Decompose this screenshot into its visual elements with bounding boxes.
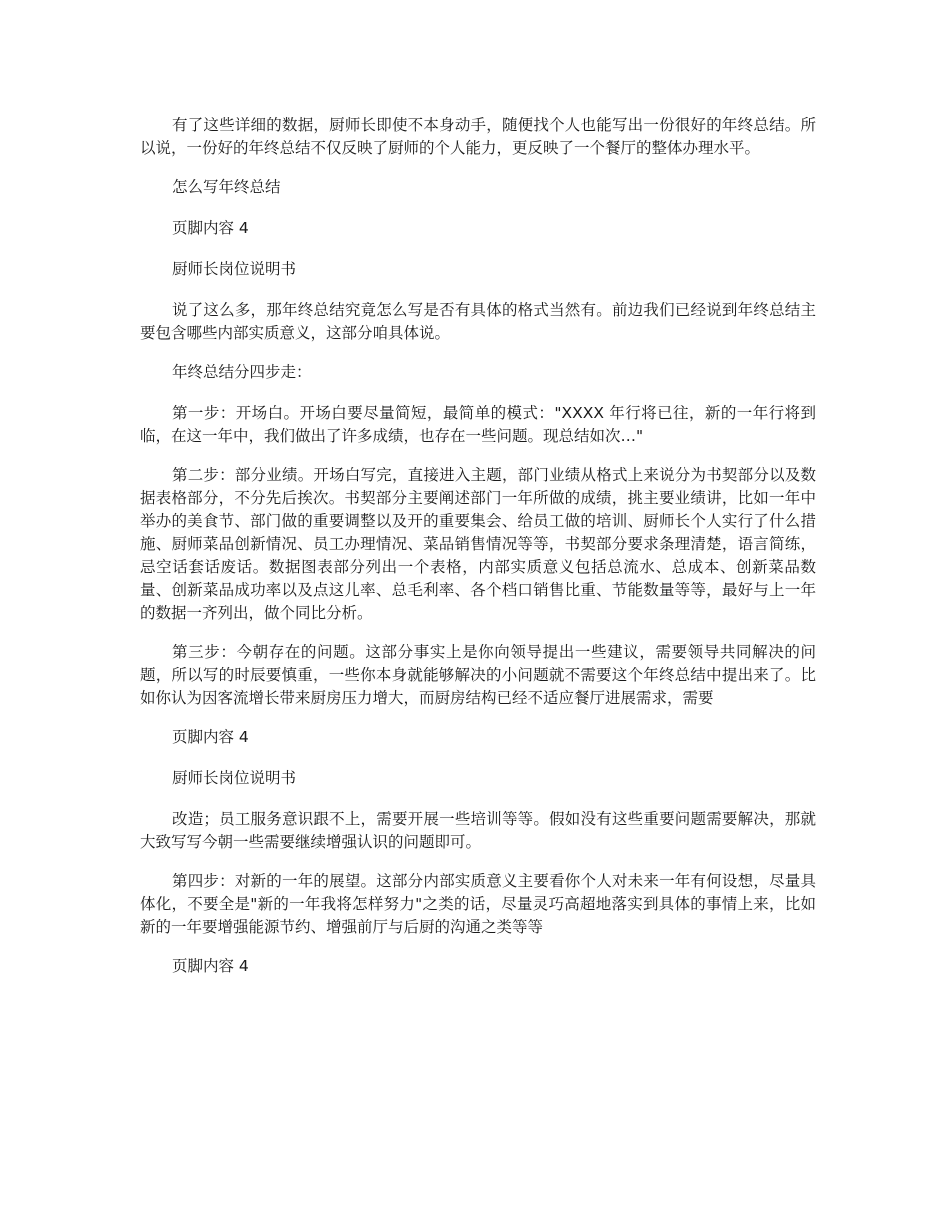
header-job-description: 厨师长岗位说明书	[172, 260, 297, 278]
paragraph-step-one: 第一步：开场白。开场白要尽量简短，最简单的模式："XXXX 年行将已往，新的一年行将到临，在这一年中，我们做出了许多成绩，也存在一些问题。现总结如次…"	[140, 404, 816, 445]
header-job-description: 厨师长岗位说明书	[172, 769, 297, 787]
paragraph-summary-value: 有了这些详细的数据，厨师长即使不本身动手，随便找个人也能写出一份很好的年终总结。所以说，一份好的年终总结不仅反映了厨师的个人能力，更反映了一个餐厅的整体办理水平。	[140, 116, 816, 157]
heading-four-steps: 年终总结分四步走：	[172, 363, 312, 381]
paragraph-step-three-continued: 改造；员工服务意识跟不上，需要开展一些培训等等。假如没有这些重要问题需要解决，那就大致写写今朝一些需要继续增强认识的问题即可。	[140, 810, 816, 851]
paragraph-step-three: 第三步：今朝存在的问题。这部分事实上是你向领导提出一些建议，需要领导共同解决的问题，所以写的时辰要慎重，一些你本身就能够解决的小问题就不需要这个年终总结中提出来了。比如你认为因客流增长带来厨房压力增大，而厨房结构已经不适应餐厅进展需求，需要	[140, 643, 816, 707]
document-page	[140, 114, 816, 996]
heading-how-to-write: 怎么写年终总结	[172, 178, 281, 196]
paragraph-format-intro: 说了这么多，那年终总结究竟怎么写是否有具体的格式当然有。前边我们已经说到年终总结主要包含哪些内部实质意义，这部分咱具体说。	[140, 301, 816, 342]
paragraph-step-two: 第二步：部分业绩。开场白写完，直接进入主题，部门业绩从格式上来说分为书契部分以及数据表格部分，不分先后挨次。书契部分主要阐述部门一年所做的成绩，挑主要业绩讲，比如一年中举办的美食节、部门做的重要调整以及开的重要集会、给员工做的培训、厨师长个人实行了什么措施、厨师菜品创新情况、员工办理情况、菜品销售情况等等，书契部分要求条理清楚，语言简练，忌空话套话废话。数据图表部分列出一个表格，内部实质意义包括总流水、总成本、创新菜品数量、创新菜品成功率以及点这儿率、总毛利率、各个档口销售比重、节能数量等等，最好与上一年的数据一齐列出，做个同比分析。	[140, 466, 816, 622]
footer-content: 页脚内容 4	[172, 957, 249, 975]
footer-content: 页脚内容 4	[172, 728, 249, 746]
footer-content: 页脚内容 4	[172, 219, 249, 237]
paragraph-step-four: 第四步：对新的一年的展望。这部分内部实质意义主要看你个人对未来一年有何设想，尽量具体化，不要全是"新的一年我将怎样努力"之类的话，尽量灵巧高超地落实到具体的事情上来，比如新的一年要增强能源节约、增强前厅与后厨的沟通之类等等	[140, 872, 816, 936]
